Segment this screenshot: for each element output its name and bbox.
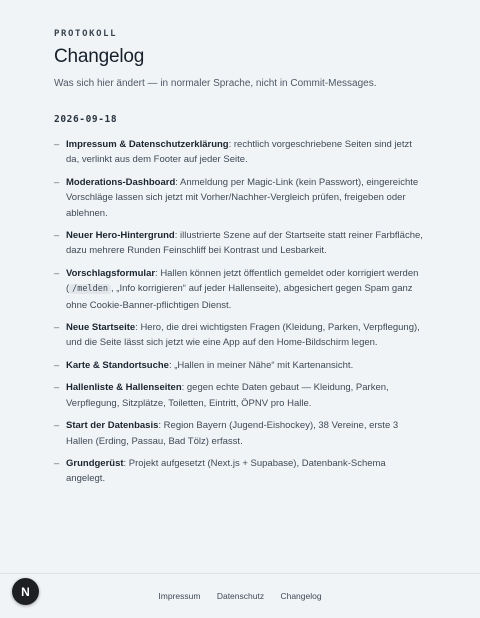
entry-text: : illustrierte Szene auf der Startseite statt reiner Farbfläche, dazu mehrere Runden Feinschliff bei Kontrast und Lesbarkeit. <box>66 230 423 257</box>
entry-text: : gegen echte Daten gebaut — Kleidung, Parken, Verpflegung, Sitzplätze, Toiletten, Eintritt, ÖPNV pro Halle. <box>66 382 389 409</box>
changelog-entry <box>54 418 424 449</box>
entry-title: Neuer Hero-Hintergrund <box>66 230 175 242</box>
changelog-entry <box>54 266 424 313</box>
dash-marker: – <box>54 359 60 371</box>
entry-text: : Region Bayern (Jugend-Eishockey), 38 Vereine, erste 3 Hallen (Erding, Passau, Bad Tölz) erfasst. <box>66 420 399 447</box>
dash-marker: – <box>54 230 60 242</box>
entry-text: : „Hallen in meiner Nähe“ mit Kartenansicht. <box>168 359 354 371</box>
entry-text: : Hero, die drei wichtigsten Fragen (Kleidung, Parken, Verpflegung), und die Seite lässt sich jetzt wie eine App auf den Home-Bildschirm legen. <box>66 322 420 349</box>
page-title: Changelog <box>54 46 145 67</box>
entry-text: , „Info korrigieren“ auf jeder Hallenseite), abgesichert gegen Spam ganz ohne Cookie-Banner-pflichtigen Dienst. <box>66 283 413 311</box>
page-lead: Was sich hier ändert — in normaler Sprache, nicht in Commit-Messages. <box>54 78 377 89</box>
changelog-entry <box>54 228 424 259</box>
release-date: 2026-09-18 <box>54 114 118 125</box>
nextjs-logo-icon[interactable]: N <box>12 578 39 605</box>
entry-title: Hallenliste & Hallenseiten <box>66 382 182 394</box>
entry-text: : Hallen können jetzt öffentlich gemeldet oder korrigiert werden ( <box>66 267 419 295</box>
changelog-entry <box>54 456 424 487</box>
entry-title: Start der Datenbasis <box>66 420 159 432</box>
changelog-entry <box>54 320 424 351</box>
entry-title: Moderations-Dashboard <box>66 176 176 188</box>
dash-marker: – <box>54 176 60 188</box>
entry-title: Neue Startseite <box>66 322 136 334</box>
footer-link-impressum[interactable]: Impressum <box>158 591 201 601</box>
section-eyebrow: PROTOKOLL <box>54 29 118 39</box>
dash-marker: – <box>54 457 60 469</box>
footer-nav <box>0 591 480 601</box>
changelog-entry <box>54 175 424 221</box>
entry-title: Karte & Standortsuche <box>66 359 169 371</box>
dash-marker: – <box>54 382 60 394</box>
dash-marker: – <box>54 322 60 334</box>
site-footer <box>0 573 480 618</box>
changelog-entry <box>54 358 424 373</box>
dash-marker: – <box>54 420 60 432</box>
entry-title: Vorschlagsformular <box>66 267 156 279</box>
route-code: /melden <box>69 284 111 294</box>
entry-text: : rechtlich vorgeschriebene Seiten sind jetzt da, verlinkt aus dem Footer auf jeder Seite. <box>66 139 412 166</box>
entry-title: Impressum & Datenschutzerklärung <box>66 139 229 150</box>
dash-marker: – <box>54 267 60 279</box>
entry-text: : Projekt aufgesetzt (Next.js + Supabase), Datenbank-Schema angelegt. <box>66 457 386 485</box>
changelog-entry <box>54 137 424 168</box>
footer-link-changelog[interactable]: Changelog <box>280 591 322 601</box>
entry-text: : Anmeldung per Magic-Link (kein Passwort), eingereichte Vorschläge lassen sich jetzt mit Vorher/Nachher-Vergleich prüfen, freigeben oder ablehnen. <box>66 176 419 219</box>
changelog-list <box>54 137 424 494</box>
changelog-entry <box>54 380 424 411</box>
entry-title: Grundgerüst <box>66 457 124 469</box>
footer-link-datenschutz[interactable]: Datenschutz <box>216 591 265 601</box>
dash-marker: – <box>54 139 60 150</box>
